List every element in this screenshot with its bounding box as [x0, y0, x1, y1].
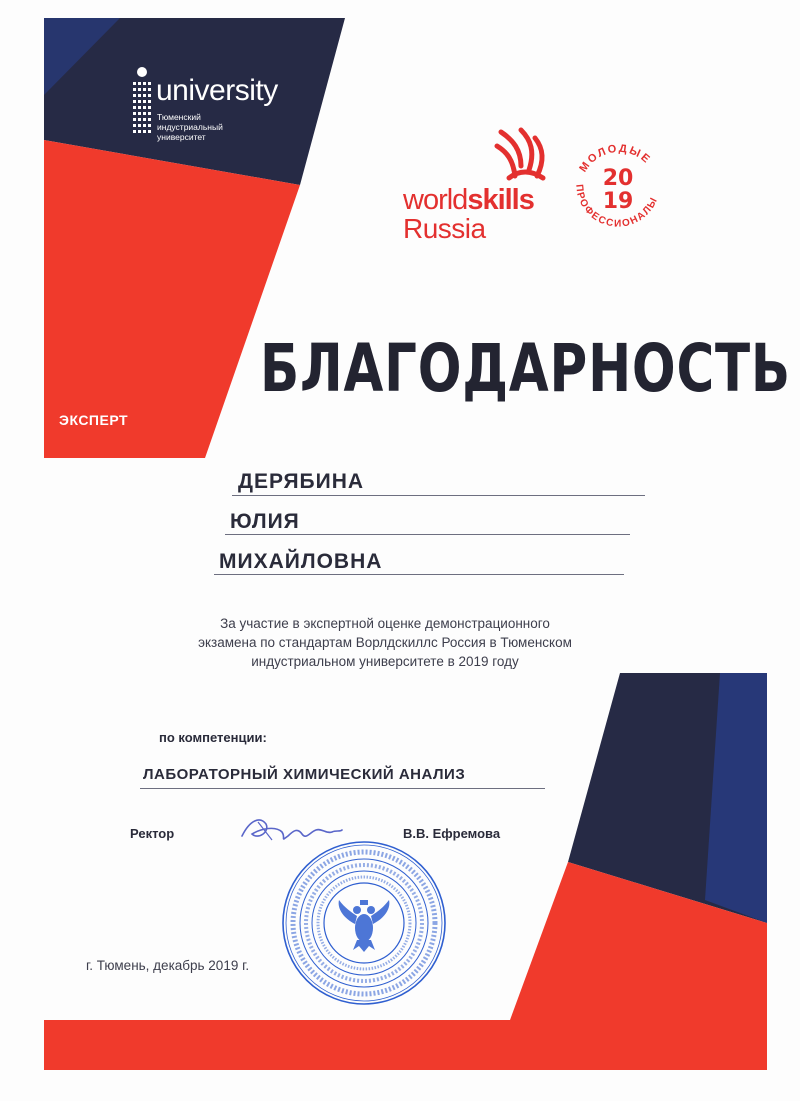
top-left-red-panel [44, 140, 300, 458]
place-and-date: г. Тюмень, декабрь 2019 г. [86, 958, 250, 973]
badge-year-top: 20 [602, 166, 634, 191]
badge-top-text: МОЛОДЫЕ [577, 142, 654, 175]
university-logo [130, 64, 290, 144]
bottom-red-band [44, 1020, 767, 1070]
worldskills-logo [403, 126, 563, 246]
university-subtitle-line: индустриальный [157, 122, 223, 132]
patronymic-underline [214, 574, 624, 575]
signatory-name: В.В. Ефремова [403, 826, 501, 841]
university-mark-icon [130, 66, 154, 136]
competence-underline [140, 788, 545, 789]
recipient-first-name: ЮЛИЯ [230, 510, 300, 533]
university-subtitle-line: Тюменский [157, 112, 201, 122]
competence-label: по компетенции: [159, 730, 267, 745]
description-line: экзамена по стандартам Ворлдскиллс Россия в Тюменском [198, 635, 572, 650]
official-seal [279, 838, 449, 1008]
university-subtitle-line: университет [157, 132, 206, 142]
award-description [170, 614, 600, 671]
eagle-emblem-icon [339, 900, 390, 952]
worldskills-country: Russia [403, 213, 486, 244]
page-title: БЛАГОДАРНОСТЬ [260, 330, 791, 407]
recipient-surname: ДЕРЯБИНА [238, 470, 365, 493]
surname-underline [232, 495, 645, 496]
description-line: индустриальном университете в 2019 году [251, 654, 519, 669]
signatory-position: Ректор [130, 826, 175, 841]
first-name-underline [225, 534, 630, 535]
description-line: За участие в экспертной оценке демонстрационного [220, 616, 550, 631]
worldskills-word-bold: skills [467, 184, 534, 216]
worldskills-word-light: world [403, 184, 468, 216]
young-professionals-badge [563, 130, 673, 240]
role-label: ЭКСПЕРТ [59, 412, 129, 428]
badge-bottom-text: ПРОФЕССИОНАЛЫ [573, 183, 661, 230]
university-logo-text: university [156, 74, 278, 107]
recipient-patronymic: МИХАЙЛОВНА [219, 550, 383, 573]
university-logo-subtitle [157, 112, 267, 142]
competence-value: ЛАБОРАТОРНЫЙ ХИМИЧЕСКИЙ АНАЛИЗ [143, 766, 466, 783]
badge-year-bottom: 19 [602, 189, 634, 214]
worldskills-flame-icon [491, 126, 551, 184]
